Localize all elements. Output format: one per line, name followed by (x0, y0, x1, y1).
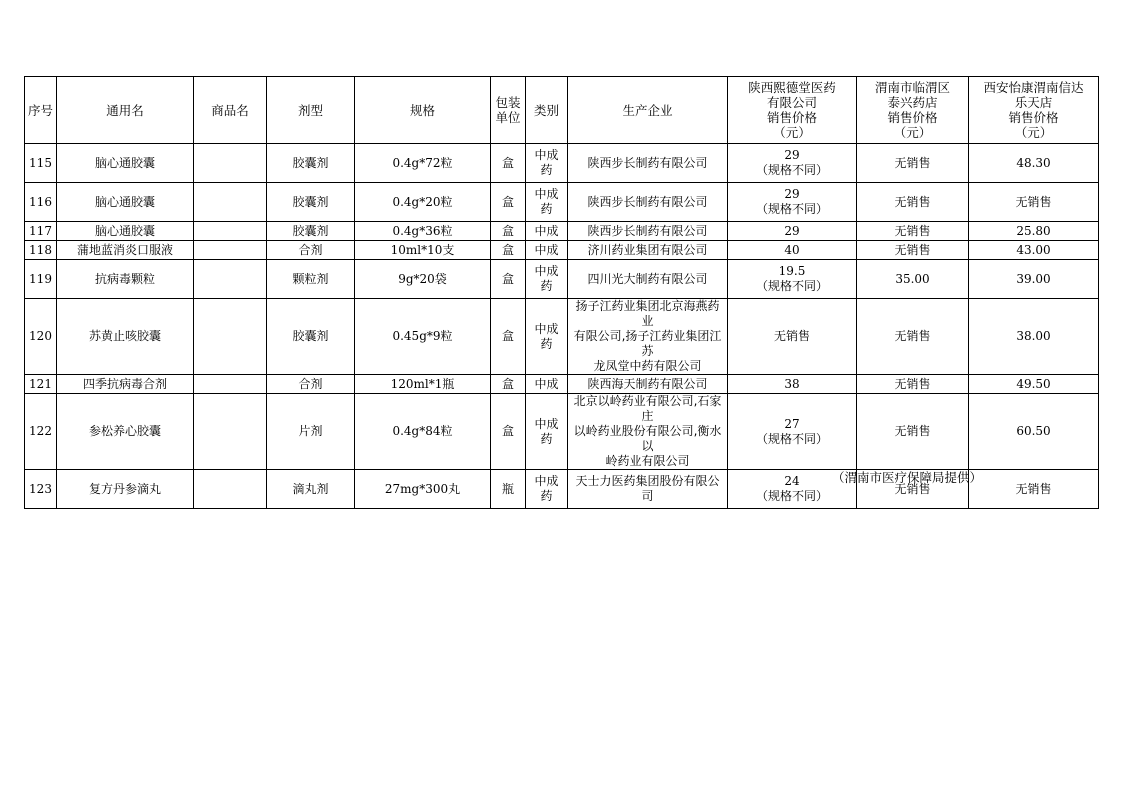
cell-unit: 盒 (491, 375, 526, 394)
table-row (25, 241, 1099, 260)
table-body (25, 144, 1099, 509)
cell-generic: 参松养心胶囊 (57, 394, 194, 470)
cell-trade (194, 394, 267, 470)
cell-category: 中成 药 (526, 470, 568, 509)
cell-maker: 济川药业集团有限公司 (568, 241, 728, 260)
cell-spec: 0.4g*72粒 (355, 144, 491, 183)
cell-maker: 陕西海天制药有限公司 (568, 375, 728, 394)
cell-price2: 无销售 (857, 144, 969, 183)
cell-form: 合剂 (267, 375, 355, 394)
column-header-category: 类别 (526, 77, 568, 144)
cell-price3: 无销售 (969, 183, 1099, 222)
cell-price2: 无销售 (857, 299, 969, 375)
cell-seq: 120 (25, 299, 57, 375)
cell-price2: 无销售 (857, 394, 969, 470)
cell-generic: 抗病毒颗粒 (57, 260, 194, 299)
cell-maker: 北京以岭药业有限公司,石家庄 以岭药业股份有限公司,衡水以 岭药业有限公司 (568, 394, 728, 470)
cell-category: 中成 (526, 222, 568, 241)
cell-maker: 扬子江药业集团北京海燕药业 有限公司,扬子江药业集团江苏 龙凤堂中药有限公司 (568, 299, 728, 375)
cell-price2: 无销售 (857, 241, 969, 260)
cell-unit: 瓶 (491, 470, 526, 509)
table-row (25, 144, 1099, 183)
table-row (25, 375, 1099, 394)
cell-price1: 24 （规格不同） (728, 470, 857, 509)
cell-unit: 盒 (491, 241, 526, 260)
column-header-generic: 通用名 (57, 77, 194, 144)
cell-generic: 脑心通胶囊 (57, 222, 194, 241)
cell-price3: 60.50 (969, 394, 1099, 470)
cell-maker: 陕西步长制药有限公司 (568, 144, 728, 183)
cell-trade (194, 222, 267, 241)
cell-price2: 无销售 (857, 375, 969, 394)
cell-generic: 复方丹参滴丸 (57, 470, 194, 509)
cell-price1: 38 (728, 375, 857, 394)
cell-seq: 121 (25, 375, 57, 394)
cell-form: 合剂 (267, 241, 355, 260)
cell-spec: 27mg*300丸 (355, 470, 491, 509)
cell-trade (194, 375, 267, 394)
cell-category: 中成 (526, 375, 568, 394)
table-row (25, 260, 1099, 299)
cell-seq: 122 (25, 394, 57, 470)
table-row (25, 394, 1099, 470)
cell-category: 中成 药 (526, 144, 568, 183)
cell-spec: 0.45g*9粒 (355, 299, 491, 375)
cell-trade (194, 470, 267, 509)
cell-unit: 盒 (491, 144, 526, 183)
cell-price1: 27 （规格不同） (728, 394, 857, 470)
column-header-maker: 生产企业 (568, 77, 728, 144)
cell-spec: 9g*20袋 (355, 260, 491, 299)
source-note: （渭南市医疗保障局提供） (832, 470, 983, 485)
cell-price1: 29 （规格不同） (728, 183, 857, 222)
cell-seq: 123 (25, 470, 57, 509)
cell-category: 中成 (526, 241, 568, 260)
cell-trade (194, 299, 267, 375)
cell-unit: 盒 (491, 299, 526, 375)
column-header-price3: 西安怡康渭南信达 乐天店 销售价格 （元） (969, 77, 1099, 144)
column-header-price2: 渭南市临渭区 泰兴药店 销售价格 （元） (857, 77, 969, 144)
cell-price2: 35.00 (857, 260, 969, 299)
cell-unit: 盒 (491, 394, 526, 470)
cell-price3: 48.30 (969, 144, 1099, 183)
cell-spec: 0.4g*36粒 (355, 222, 491, 241)
cell-maker: 陕西步长制药有限公司 (568, 183, 728, 222)
cell-price1: 19.5 （规格不同） (728, 260, 857, 299)
cell-seq: 117 (25, 222, 57, 241)
cell-form: 胶囊剂 (267, 222, 355, 241)
column-header-unit: 包装 单位 (491, 77, 526, 144)
cell-form: 颗粒剂 (267, 260, 355, 299)
cell-trade (194, 183, 267, 222)
cell-spec: 0.4g*20粒 (355, 183, 491, 222)
cell-price2: 无销售 (857, 470, 969, 509)
cell-trade (194, 260, 267, 299)
cell-generic: 蒲地蓝消炎口服液 (57, 241, 194, 260)
column-header-price1: 陕西熙德堂医药 有限公司 销售价格 （元） (728, 77, 857, 144)
cell-category: 中成 药 (526, 394, 568, 470)
cell-form: 胶囊剂 (267, 183, 355, 222)
column-header-form: 剂型 (267, 77, 355, 144)
cell-spec: 10ml*10支 (355, 241, 491, 260)
cell-spec: 120ml*1瓶 (355, 375, 491, 394)
drug-price-table (24, 76, 1099, 509)
cell-generic: 脑心通胶囊 (57, 183, 194, 222)
cell-form: 胶囊剂 (267, 144, 355, 183)
cell-price3: 无销售 (969, 470, 1099, 509)
table-row (25, 222, 1099, 241)
cell-maker: 陕西步长制药有限公司 (568, 222, 728, 241)
cell-price3: 39.00 (969, 260, 1099, 299)
cell-form: 滴丸剂 (267, 470, 355, 509)
cell-category: 中成 药 (526, 299, 568, 375)
column-header-seq: 序号 (25, 77, 57, 144)
cell-price1: 29 （规格不同） (728, 144, 857, 183)
cell-price3: 25.80 (969, 222, 1099, 241)
cell-seq: 119 (25, 260, 57, 299)
table-row (25, 299, 1099, 375)
cell-generic: 脑心通胶囊 (57, 144, 194, 183)
cell-form: 片剂 (267, 394, 355, 470)
cell-trade (194, 144, 267, 183)
cell-generic: 四季抗病毒合剂 (57, 375, 194, 394)
cell-price3: 38.00 (969, 299, 1099, 375)
cell-form: 胶囊剂 (267, 299, 355, 375)
cell-price2: 无销售 (857, 222, 969, 241)
cell-unit: 盒 (491, 260, 526, 299)
cell-price2: 无销售 (857, 183, 969, 222)
header-row (25, 77, 1099, 144)
table-header (25, 77, 1099, 144)
table-row (25, 183, 1099, 222)
cell-seq: 116 (25, 183, 57, 222)
column-header-spec: 规格 (355, 77, 491, 144)
cell-price1: 无销售 (728, 299, 857, 375)
cell-price3: 49.50 (969, 375, 1099, 394)
cell-trade (194, 241, 267, 260)
cell-category: 中成 药 (526, 183, 568, 222)
cell-maker: 天士力医药集团股份有限公司 (568, 470, 728, 509)
cell-price1: 40 (728, 241, 857, 260)
cell-category: 中成 药 (526, 260, 568, 299)
cell-price1: 29 (728, 222, 857, 241)
cell-unit: 盒 (491, 222, 526, 241)
cell-maker: 四川光大制药有限公司 (568, 260, 728, 299)
cell-seq: 115 (25, 144, 57, 183)
cell-spec: 0.4g*84粒 (355, 394, 491, 470)
cell-generic: 苏黄止咳胶囊 (57, 299, 194, 375)
column-header-trade: 商品名 (194, 77, 267, 144)
cell-price3: 43.00 (969, 241, 1099, 260)
cell-seq: 118 (25, 241, 57, 260)
cell-unit: 盒 (491, 183, 526, 222)
